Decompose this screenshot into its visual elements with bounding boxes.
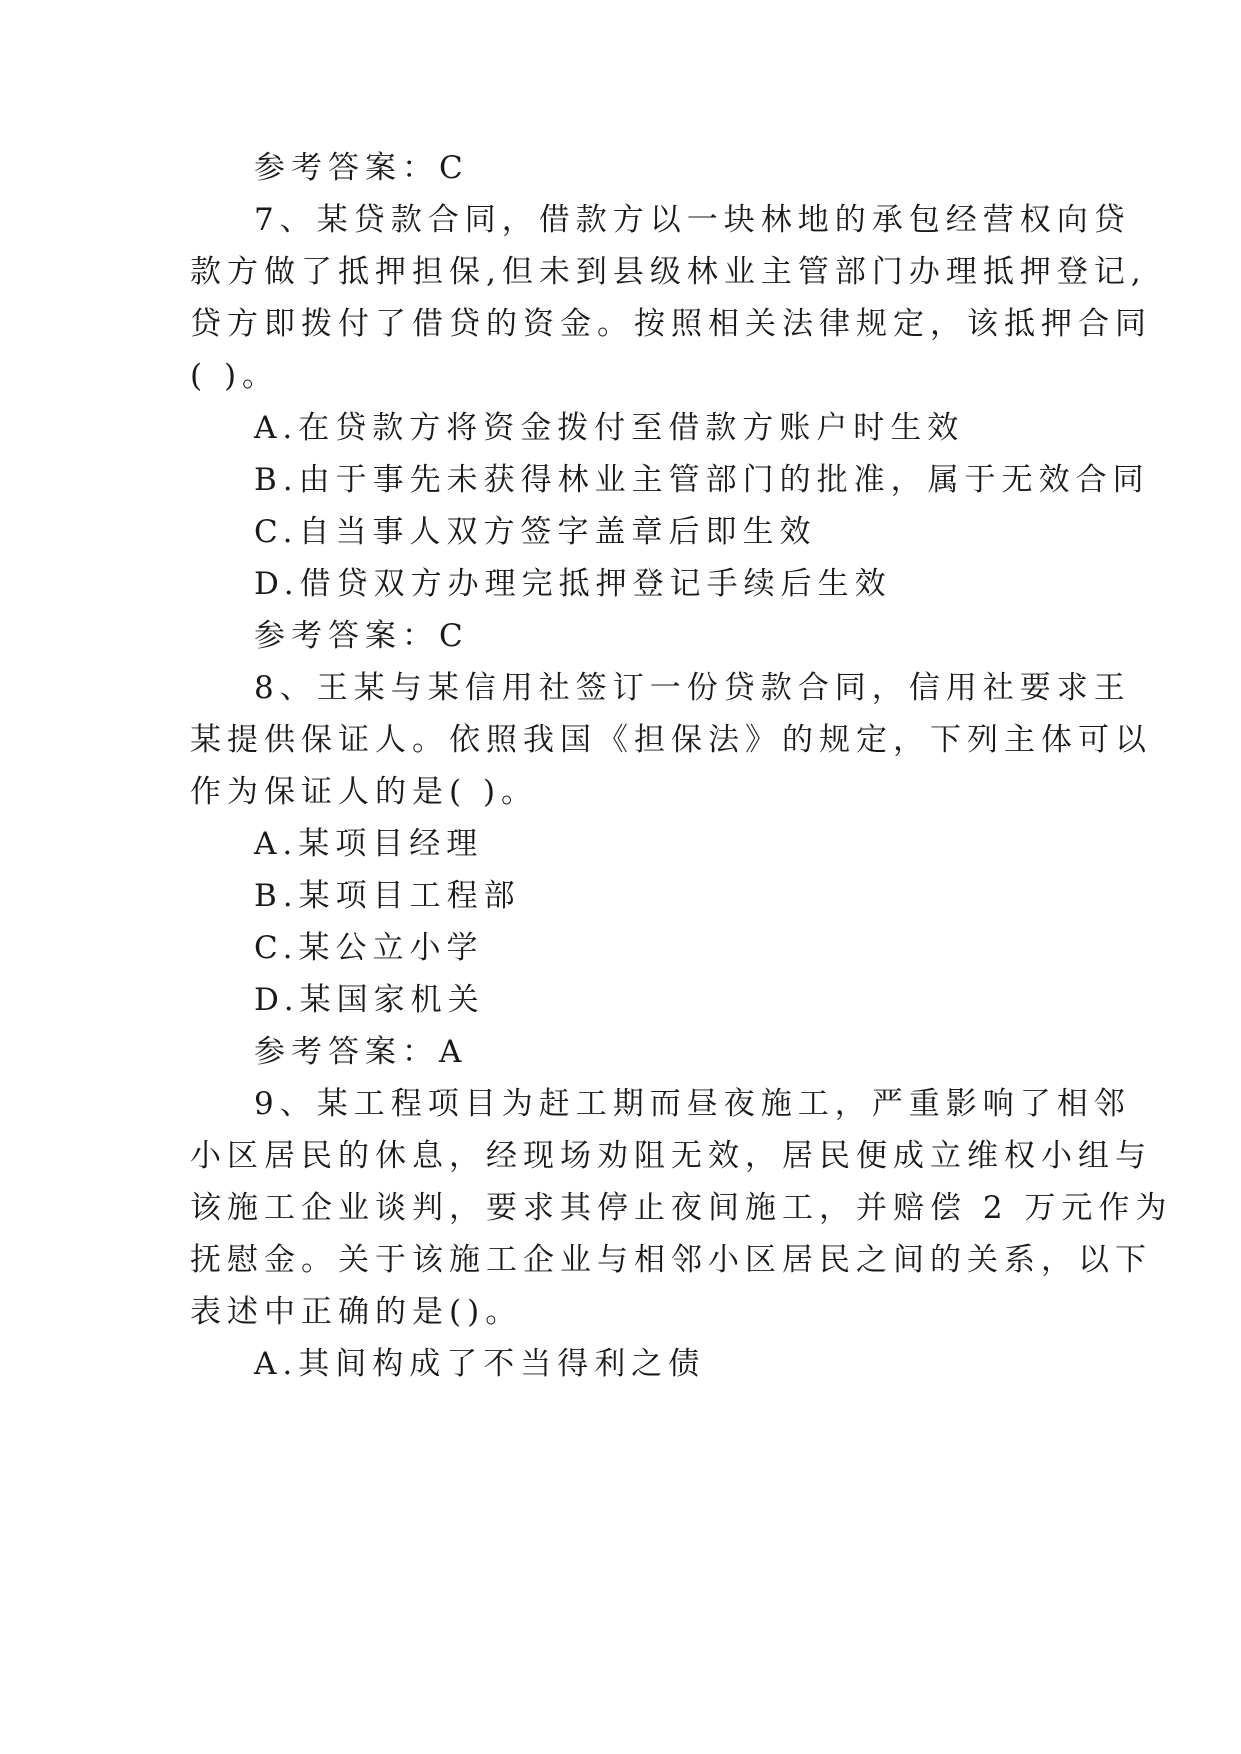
question-7-line-3: 贷方即拨付了借贷的资金。按照相关法律规定，该抵押合同 bbox=[190, 306, 1152, 342]
option-a: A.其间构成了不当得利之债 bbox=[254, 1346, 706, 1382]
question-9-line-3: 该施工企业谈判，要求其停止夜间施工，并赔偿 2 万元作为 bbox=[190, 1190, 1173, 1226]
question-8-line-2: 某提供保证人。依照我国《担保法》的规定，下列主体可以 bbox=[190, 722, 1152, 758]
option-b: B.某项目工程部 bbox=[254, 878, 521, 914]
question-9-line-2: 小区居民的休息，经现场劝阻无效，居民便成立维权小组与 bbox=[190, 1138, 1152, 1174]
answer-line: 参考答案：C bbox=[254, 150, 469, 186]
answer-line: 参考答案：A bbox=[254, 1034, 468, 1070]
answer-line: 参考答案：C bbox=[254, 618, 469, 654]
option-b: B.由于事先未获得林业主管部门的批准，属于无效合同 bbox=[254, 462, 1150, 498]
question-8-line-3: 作为保证人的是( )。 bbox=[190, 774, 539, 810]
option-d: D.某国家机关 bbox=[254, 982, 485, 1018]
option-a: A.某项目经理 bbox=[254, 826, 484, 862]
question-9-line-5: 表述中正确的是()。 bbox=[190, 1294, 523, 1330]
option-c: C.某公立小学 bbox=[254, 930, 484, 966]
option-d: D.借贷双方办理完抵押登记手续后生效 bbox=[254, 566, 892, 602]
question-7-line-4: ( )。 bbox=[190, 358, 280, 394]
question-9-line-1: 9、某工程项目为赶工期而昼夜施工，严重影响了相邻 bbox=[254, 1086, 1131, 1122]
question-7-line-1: 7、某贷款合同，借款方以一块林地的承包经营权向贷 bbox=[254, 202, 1131, 238]
option-c: C.自当事人双方签字盖章后即生效 bbox=[254, 514, 817, 550]
question-9-line-4: 抚慰金。关于该施工企业与相邻小区居民之间的关系，以下 bbox=[190, 1242, 1152, 1278]
question-7-line-2: 款方做了抵押担保,但未到县级林业主管部门办理抵押登记, bbox=[190, 254, 1147, 290]
question-8-line-1: 8、王某与某信用社签订一份贷款合同，信用社要求王 bbox=[254, 670, 1131, 706]
option-a: A.在贷款方将资金拨付至借款方账户时生效 bbox=[254, 410, 965, 446]
